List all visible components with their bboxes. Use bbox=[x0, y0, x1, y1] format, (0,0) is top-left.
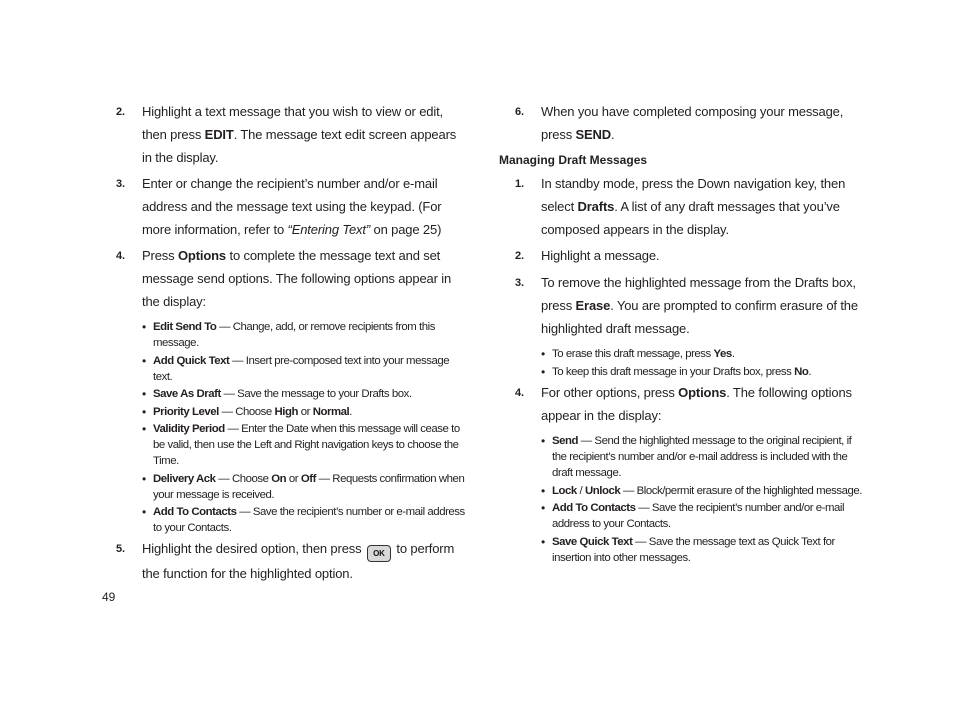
send-options-list bbox=[116, 319, 466, 536]
step-number: 3. bbox=[515, 277, 524, 289]
step-text: Highlight a text message that you wish to view or edit, then press EDIT. The message text edit screen appears in the display. bbox=[142, 104, 457, 165]
left-column bbox=[116, 100, 466, 585]
step-text: Highlight a message. bbox=[541, 248, 660, 263]
list-item: • Send — Send the highlighted message to the original recipient, if the recipient’s number and/or e-mail address is included with the draft message. bbox=[541, 433, 863, 481]
step-text: Highlight the desired option, then press OK to perform the function for the highlighted option. bbox=[142, 540, 455, 581]
cross-reference: “Entering Text” bbox=[287, 222, 371, 237]
step-number: 6. bbox=[515, 106, 524, 118]
draft-step-1 bbox=[515, 172, 863, 241]
list-item: • Edit Send To — Change, add, or remove recipients from this message. bbox=[142, 319, 466, 351]
step-text: To remove the highlighted message from the Drafts box, press Erase. You are prompted to confirm erasure of the highlighted draft message. bbox=[541, 275, 858, 336]
step-4 bbox=[116, 244, 466, 313]
list-item: • Add To Contacts — Save the recipient’s number and/or e-mail address to your Contacts. bbox=[541, 500, 863, 532]
step-number: 2. bbox=[116, 106, 125, 118]
step-text: In standby mode, press the Down navigation key, then select Drafts. A list of any draft messages that you’ve composed appears in the display. bbox=[541, 176, 846, 237]
list-item: • Priority Level — Choose High or Normal. bbox=[142, 404, 466, 420]
list-item: • Lock / Unlock — Block/permit erasure of the highlighted message. bbox=[541, 483, 863, 499]
draft-options-list bbox=[515, 433, 863, 566]
list-item: • Save Quick Text — Save the message text as Quick Text for insertion into other messages. bbox=[541, 534, 863, 566]
right-column bbox=[499, 100, 863, 567]
draft-step-3 bbox=[515, 271, 863, 340]
step-text: Press Options to complete the message text and set message send options. The following options appear in the display: bbox=[142, 248, 452, 309]
list-item: • To keep this draft message in your Drafts box, press No. bbox=[541, 364, 863, 380]
step-5 bbox=[116, 537, 466, 585]
page-number: 49 bbox=[102, 590, 116, 604]
step-number: 4. bbox=[116, 250, 125, 262]
section-heading: Managing Draft Messages bbox=[499, 153, 648, 167]
list-item: • Delivery Ack — Choose On or Off — Requests confirmation when your message is received. bbox=[142, 471, 466, 503]
step-3 bbox=[116, 172, 466, 241]
step-text: Enter or change the recipient’s number and/or e-mail address and the message text using the keypad. (For more information, refer to “Entering Text” on page 25) bbox=[142, 176, 442, 237]
draft-step-4 bbox=[515, 381, 863, 427]
list-item: • To erase this draft message, press Yes. bbox=[541, 346, 863, 362]
step-text: For other options, press Options. The following options appear in the display: bbox=[541, 385, 852, 423]
draft-step-2 bbox=[515, 244, 863, 268]
step-number: 4. bbox=[515, 387, 524, 399]
erase-options-list bbox=[515, 346, 863, 380]
step-2 bbox=[116, 100, 466, 169]
step-number: 1. bbox=[515, 178, 524, 190]
list-item: • Validity Period — Enter the Date when this message will cease to be valid, then use the Left and Right navigation keys to choose the Time. bbox=[142, 421, 466, 469]
step-text: When you have completed composing your message, press SEND. bbox=[541, 104, 844, 142]
step-6 bbox=[515, 100, 863, 146]
ok-key-icon: OK bbox=[367, 545, 391, 562]
list-item: • Save As Draft — Save the message to your Drafts box. bbox=[142, 386, 466, 402]
list-item: • Add To Contacts — Save the recipient’s number or e-mail address to your Contacts. bbox=[142, 504, 466, 536]
step-number: 3. bbox=[116, 178, 125, 190]
step-number: 2. bbox=[515, 250, 524, 262]
list-item: • Add Quick Text — Insert pre-composed text into your message text. bbox=[142, 353, 466, 385]
step-number: 5. bbox=[116, 542, 125, 555]
